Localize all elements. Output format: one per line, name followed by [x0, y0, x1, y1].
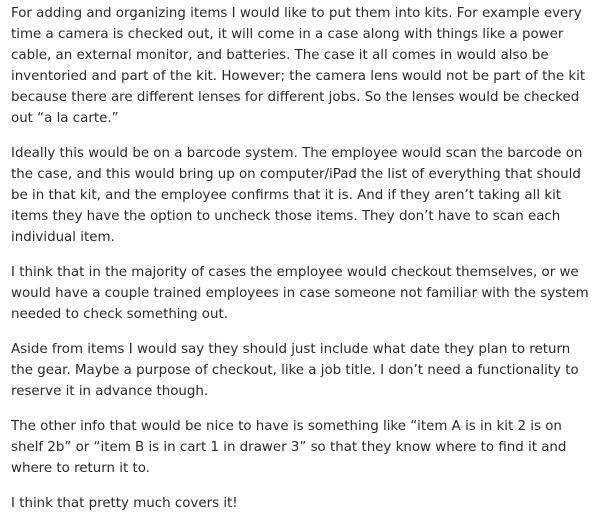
paragraph-return-date: Aside from items I would say they should just include what date they plan to return the gear. Maybe a purpose of checkout, like a job title. I don’t need a functionality to reserve it in advance though. [11, 342, 579, 399]
paragraph-checkout: I think that in the majority of cases the employee would checkout themselves, or we would have a couple trained employees in case someone not familiar with the system needed to check something out. [11, 265, 589, 322]
paragraph-closing: I think that pretty much covers it! [11, 496, 238, 511]
paragraph-kits: For adding and organizing items I would like to put them into kits. For example every time a camera is checked out, it will come in a case along with things like a power cable, an external monitor, and batteries. The case it all comes in would also be inventoried and part of the kit. However; the camera lens would not be part of the kit because there are different lenses for different jobs. So the lenses would be checked out “a la carte.” [11, 6, 586, 126]
paragraph-location-info: The other info that would be nice to have is something like “item A is in kit 2 is on shelf 2b” or “item B is in cart 1 in drawer 3” so that they know where to find it and where to return it to. [11, 419, 567, 476]
paragraph-barcode: Ideally this would be on a barcode system. The employee would scan the barcode on the case, and this would bring up on computer/iPad the list of everything that should be in that kit, and the employee confirms that it is. And if they aren’t taking all kit items they have the option to uncheck those items. They don’t have to scan each individual item. [11, 146, 583, 245]
